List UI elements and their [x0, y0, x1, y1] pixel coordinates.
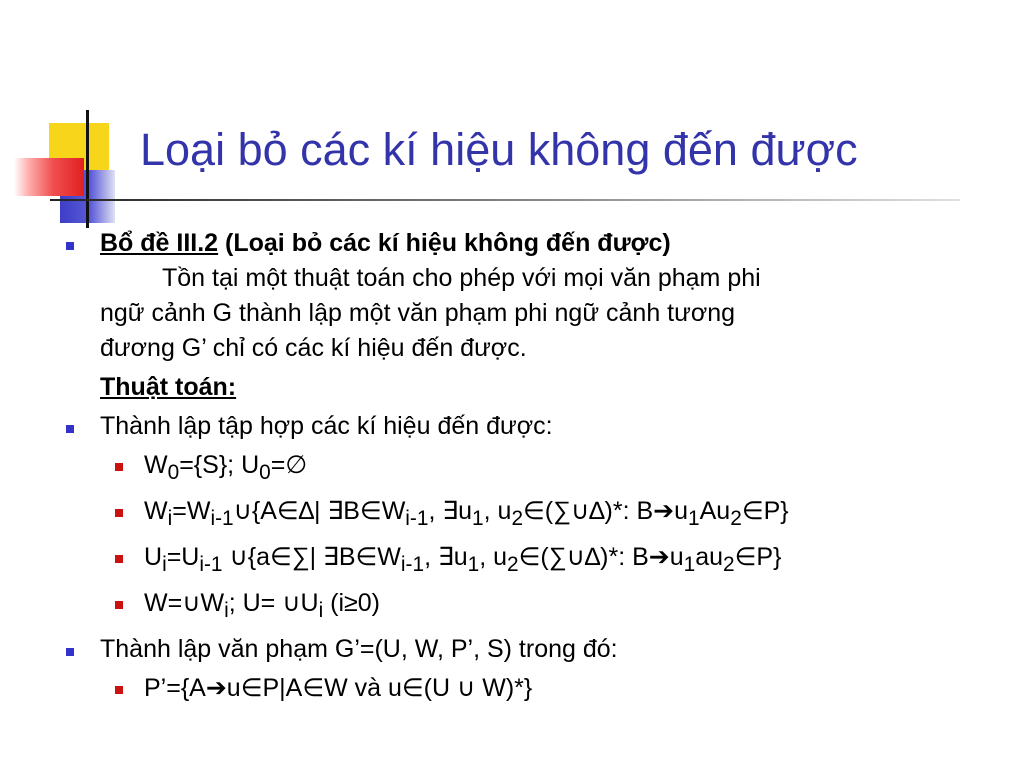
- formula-subscript: i: [224, 599, 229, 622]
- formula-union: [0, 586, 1024, 628]
- formula-subscript: 0: [259, 461, 271, 484]
- formula-text: ∈(∑∪∆)*: B➔u: [518, 543, 684, 571]
- formula-text: W: [144, 497, 168, 525]
- formula-text: ; U= ∪U: [228, 589, 319, 617]
- algorithm-label: Thuật toán:: [100, 373, 237, 401]
- formula-text: au: [695, 543, 724, 571]
- formula-p-prime: [0, 671, 1024, 706]
- formula-text: =U: [166, 543, 200, 571]
- formula-subscript: 2: [730, 507, 742, 530]
- formula-subscript: i: [318, 599, 324, 622]
- bullet-lemma: [0, 226, 1024, 261]
- decor-vertical-line: [86, 110, 89, 228]
- slide-title: Loại bỏ các kí hiệu không đến được: [140, 124, 858, 175]
- formula-subscript: 2: [723, 553, 735, 576]
- formula-text: (i≥0): [323, 589, 380, 617]
- formula-text: , ∃u: [428, 497, 473, 525]
- square-bullet-icon: [115, 463, 123, 471]
- formula-subscript: i: [162, 553, 167, 576]
- step2-text: Thành lập văn phạm G’=(U, W, P’, S) trong đó:: [100, 635, 618, 663]
- bullet-step1: [0, 409, 1024, 444]
- formula-text: =∅: [270, 451, 308, 479]
- formula-text: W: [144, 451, 168, 479]
- square-bullet-icon: [66, 648, 74, 656]
- formula-text: ={S}; U: [179, 451, 260, 479]
- square-bullet-icon: [66, 425, 74, 433]
- formula-subscript: i-1: [400, 553, 425, 576]
- lemma-body-line: đương G’ chỉ có các kí hiệu đến được.: [100, 334, 527, 362]
- formula-subscript: i: [167, 507, 173, 530]
- formula-subscript: 1: [467, 553, 480, 576]
- decor-red-square: [14, 158, 84, 196]
- formula-subscript: 1: [688, 507, 700, 530]
- square-bullet-icon: [115, 686, 123, 694]
- step1-text: Thành lập tập hợp các kí hiệu đến được:: [100, 412, 553, 440]
- formula-subscript: 0: [167, 461, 180, 484]
- formula-text: =W: [172, 497, 211, 525]
- algorithm-heading-row: [0, 370, 1024, 405]
- formula-text: U: [144, 543, 163, 571]
- formula-subscript: 2: [507, 553, 519, 576]
- formula-text: , ∃u: [424, 543, 468, 571]
- lemma-name: (Loại bỏ các kí hiệu không đến được): [218, 229, 671, 257]
- title-underline: [50, 199, 960, 201]
- lemma-body-line: ngữ cảnh G thành lập một văn phạm phi ngữ cảnh tương: [100, 299, 736, 327]
- formula-subscript: 1: [683, 553, 696, 576]
- formula-subscript: i-1: [199, 553, 223, 576]
- square-bullet-icon: [115, 509, 123, 517]
- formula-text: ∈P}: [741, 497, 789, 525]
- bullet-step2: [0, 632, 1024, 667]
- formula-text: ∈P}: [734, 543, 782, 571]
- square-bullet-icon: [115, 601, 123, 609]
- formula-subscript: i-1: [405, 507, 429, 530]
- formula-text: ∪{a∈∑| ∃B∈W: [222, 543, 401, 571]
- formula-wi: [0, 494, 1024, 536]
- formula-subscript: 1: [472, 507, 484, 530]
- square-bullet-icon: [66, 242, 74, 250]
- formula-ui: [0, 540, 1024, 582]
- formula-text: P’={A➔u∈P|A∈W và u∈(U ∪ W)*}: [144, 674, 533, 702]
- formula-text: , u: [479, 543, 508, 571]
- lemma-label: Bổ đề III.2: [100, 229, 219, 257]
- lemma-body: [0, 261, 1024, 366]
- square-bullet-icon: [115, 555, 123, 563]
- formula-text: W=∪W: [144, 589, 225, 617]
- formula-text: ∪{A∈∆| ∃B∈W: [233, 497, 406, 525]
- formula-text: ∈(∑∪∆)*: B➔u: [523, 497, 689, 525]
- slide-body: [0, 226, 1024, 706]
- formula-text: Au: [699, 497, 731, 525]
- lemma-body-line: Tồn tại một thuật toán cho phép với mọi văn phạm phi: [162, 264, 761, 292]
- formula-subscript: i-1: [210, 507, 234, 530]
- formula-w0-u0: [0, 448, 1024, 490]
- formula-text: , u: [483, 497, 512, 525]
- formula-subscript: 2: [511, 507, 524, 530]
